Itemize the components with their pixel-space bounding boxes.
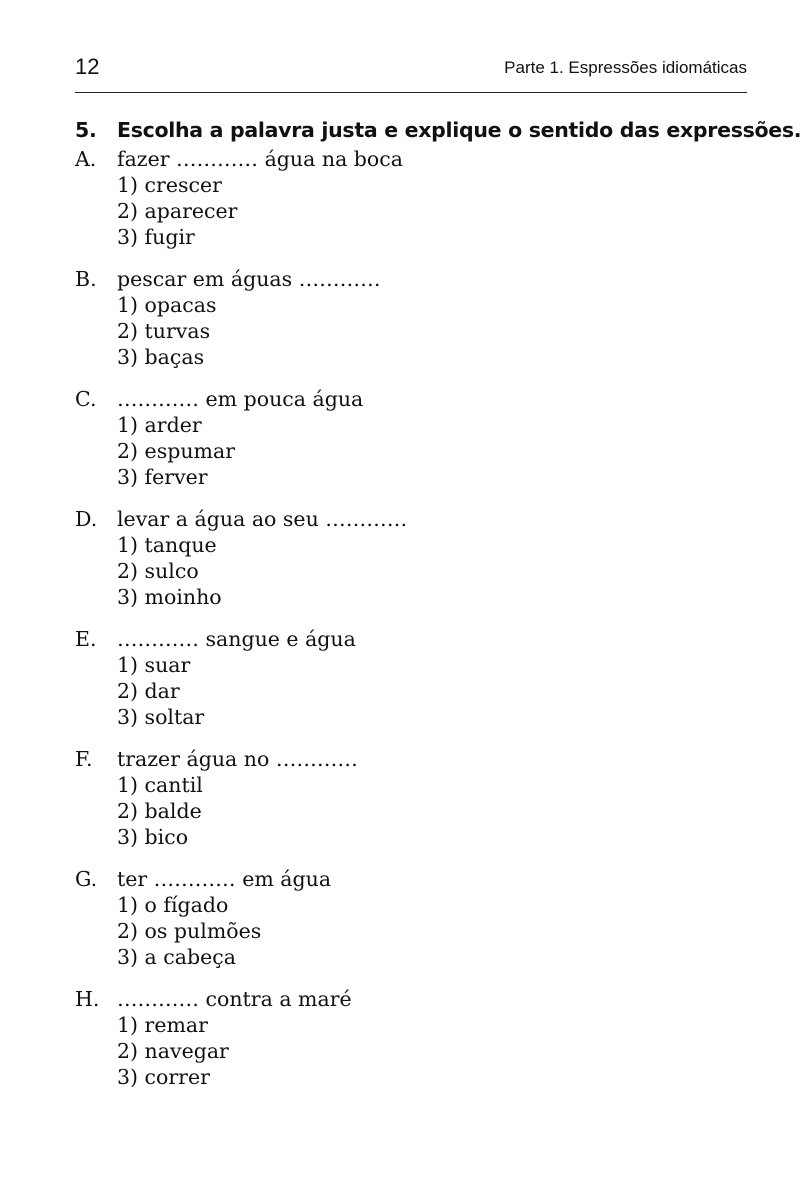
option: 1) remar <box>117 1013 208 1037</box>
option: 3) moinho <box>117 585 222 609</box>
item-options <box>75 532 755 610</box>
item-prompt-line <box>75 986 755 1012</box>
option: 1) cantil <box>117 773 203 797</box>
option: 2) os pulmões <box>117 919 262 943</box>
option: 1) o fígado <box>117 893 229 917</box>
exercise-heading <box>75 118 802 142</box>
exercise-item-b <box>75 266 755 370</box>
item-letter: F. <box>75 747 93 771</box>
item-options <box>75 892 755 970</box>
option: 1) crescer <box>117 173 222 197</box>
exercise-item-f <box>75 746 755 850</box>
option: 2) navegar <box>117 1039 229 1063</box>
item-letter: A. <box>75 147 97 171</box>
item-prompt: ter ………… em água <box>117 867 332 891</box>
page-number: 12 <box>75 54 100 79</box>
item-prompt: fazer ………… água na boca <box>117 147 403 171</box>
item-letter: D. <box>75 507 98 531</box>
option: 1) tanque <box>117 533 217 557</box>
option: 3) soltar <box>117 705 205 729</box>
running-title: Parte 1. Espressões idiomáticas <box>504 58 747 77</box>
item-letter: C. <box>75 387 97 411</box>
item-prompt: trazer água no ………… <box>117 747 358 771</box>
exercise-item-a <box>75 146 755 250</box>
option: 1) arder <box>117 413 202 437</box>
item-options <box>75 772 755 850</box>
item-prompt: ………… contra a maré <box>117 987 352 1011</box>
page-header <box>75 52 747 93</box>
exercise-item-e <box>75 626 755 730</box>
option: 3) baças <box>117 345 205 369</box>
item-prompt-line <box>75 866 755 892</box>
item-prompt-line <box>75 746 755 772</box>
option: 2) espumar <box>117 439 235 463</box>
item-prompt-line <box>75 506 755 532</box>
option: 2) dar <box>117 679 180 703</box>
item-letter: B. <box>75 267 97 291</box>
option: 2) aparecer <box>117 199 238 223</box>
item-options <box>75 292 755 370</box>
option: 2) turvas <box>117 319 211 343</box>
item-prompt-line <box>75 386 755 412</box>
item-prompt-line <box>75 266 755 292</box>
exercise-section <box>75 118 802 1106</box>
item-options <box>75 172 755 250</box>
item-prompt-line <box>75 146 755 172</box>
item-prompt: levar a água ao seu ………… <box>117 507 408 531</box>
exercise-items <box>75 146 755 1090</box>
item-options <box>75 412 755 490</box>
exercise-item-d <box>75 506 755 610</box>
option: 1) suar <box>117 653 191 677</box>
item-options <box>75 1012 755 1090</box>
exercise-item-g <box>75 866 755 970</box>
item-options <box>75 652 755 730</box>
item-prompt: ………… em pouca água <box>117 387 364 411</box>
item-letter: E. <box>75 627 97 651</box>
option: 3) fugir <box>117 225 195 249</box>
item-prompt: ………… sangue e água <box>117 627 356 651</box>
exercise-number: 5. <box>75 118 97 142</box>
option: 3) bico <box>117 825 189 849</box>
item-prompt-line <box>75 626 755 652</box>
item-letter: H. <box>75 987 100 1011</box>
exercise-item-c <box>75 386 755 490</box>
option: 3) a cabeça <box>117 945 236 969</box>
exercise-instruction: Escolha a palavra justa e explique o sentido das expressões. <box>117 118 802 142</box>
option: 3) ferver <box>117 465 208 489</box>
exercise-item-h <box>75 986 755 1090</box>
option: 2) sulco <box>117 559 199 583</box>
option: 1) opacas <box>117 293 217 317</box>
option: 3) correr <box>117 1065 210 1089</box>
option: 2) balde <box>117 799 202 823</box>
item-prompt: pescar em águas ………… <box>117 267 381 291</box>
item-letter: G. <box>75 867 98 891</box>
